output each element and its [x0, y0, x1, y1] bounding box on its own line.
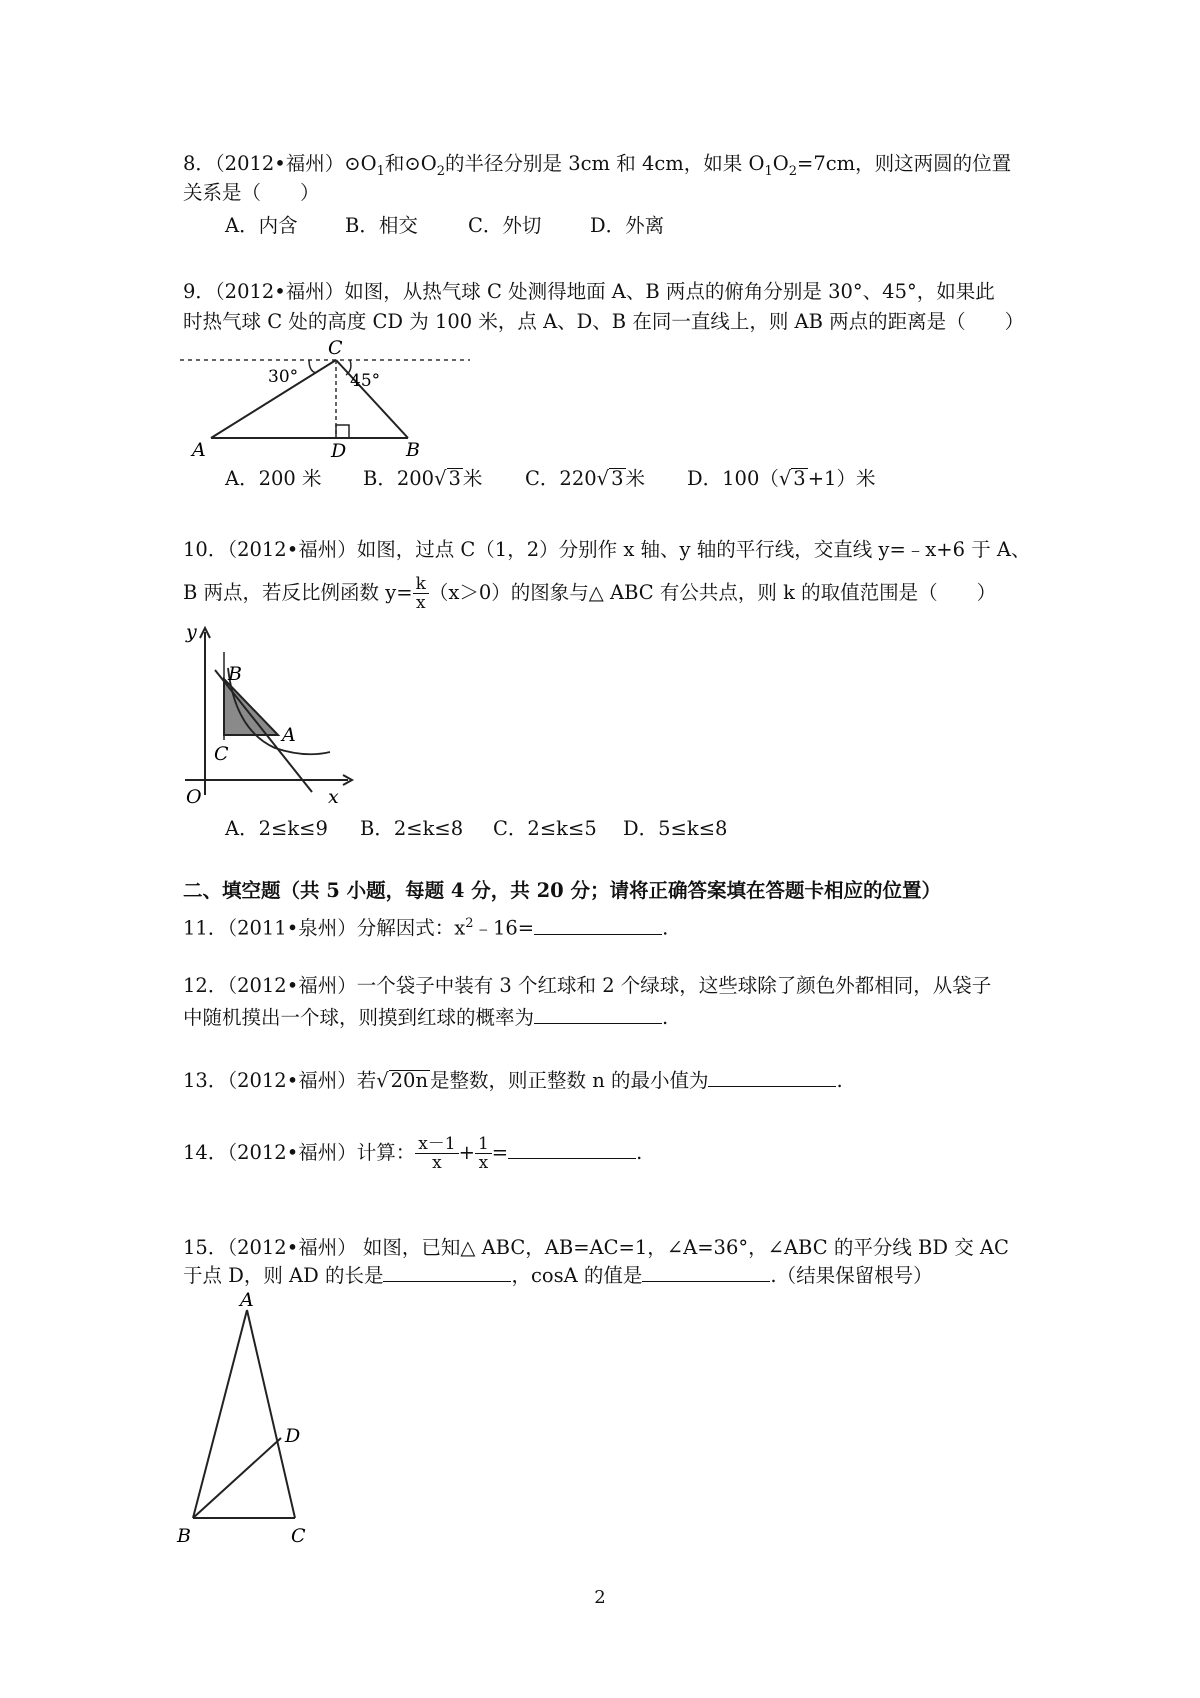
q11-answer-blank[interactable] [534, 916, 662, 935]
q8-option-c: C．外切 [468, 214, 542, 237]
q9-option-c: C．220√ 3 米 [525, 467, 646, 490]
q9-line2: 时热气球 C 处的高度 CD 为 100 米，点 A、D、B 在同一直线上，则 AB 两点的距离是（ ） [183, 310, 1025, 333]
q14-line: 14．（2012•福州）计算： $\frac{x-1}{x}$ + $\frac{1}{x}$ = . [183, 1134, 643, 1173]
q8-line1: 8．（2012•福州）$⊙O_1$和$⊙O_2$的半径分别是 3cm 和 4cm，如果 $O_1O_2=7cm$，则这两圆的位置 [183, 152, 1012, 179]
q9-option-a: A．200 米 [225, 467, 322, 490]
q12-answer-blank[interactable] [534, 1005, 662, 1024]
q9-option-b: B．200√ 3 米 [363, 467, 483, 490]
q14-fraction-1: $\frac{x-1}{x}$ [415, 1135, 458, 1172]
q13-line: 13．（2012•福州）若√ 20n 是整数，则正整数 n 的最小值为 . [183, 1069, 843, 1092]
fraction-k-over-x: $\frac{k}{x}$ [413, 575, 429, 612]
label-a: A [240, 1290, 254, 1311]
q10-option-b: B．2≤k≤8 [360, 817, 464, 840]
bisector-bd [193, 1438, 281, 1518]
q15-answer-blank-cosa[interactable] [642, 1263, 770, 1282]
q15-answer-blank-ad[interactable] [383, 1263, 511, 1282]
q10-option-c: C．2≤k≤5 [493, 817, 597, 840]
q8-option-a: A．内含 [225, 214, 298, 237]
q9-figure [178, 337, 478, 459]
label-a: A [282, 724, 296, 746]
q12-line2: 中随机摸出一个球，则摸到红球的概率为 . [183, 1006, 669, 1029]
label-b: B [228, 663, 242, 685]
q8-option-d: D．外离 [590, 214, 665, 237]
label-b: B [177, 1525, 191, 1547]
label-d: D [285, 1425, 301, 1447]
q9-option-d: D．100（√ 3 +1）米 [687, 467, 876, 490]
q15-line1: 15．（2012•福州） 如图，已知△ ABC，AB=AC=1，∠A=36°，∠ABC 的平分线 BD 交 AC [183, 1236, 1009, 1259]
label-30deg: 30° [268, 367, 299, 387]
q10-line2: B 两点，若反比例函数 y= $\frac{k}{x}$ （x＞0）的图象与△ ABC 有公共点，则 k 的取值范围是（ ） [183, 574, 997, 613]
label-a: A [192, 439, 206, 459]
q10-option-d: D．5≤k≤8 [623, 817, 728, 840]
label-c: C [328, 337, 343, 359]
label-45deg: 45° [350, 371, 381, 391]
section-2-heading: 二、填空题（共 5 小题，每题 4 分，共 20 分；请将正确答案填在答题卡相应的位置） [183, 879, 942, 902]
q12-line1: 12．（2012•福州）一个袋子中装有 3 个红球和 2 个绿球，这些球除了颜色外都相同，从袋子 [183, 974, 992, 997]
q10-option-a: A．2≤k≤9 [225, 817, 328, 840]
label-d: D [331, 440, 347, 459]
q14-fraction-2: $\frac{1}{x}$ [475, 1135, 492, 1172]
label-c: C [291, 1525, 306, 1547]
q9-line1: 9．（2012•福州）如图，从热气球 C 处测得地面 A、B 两点的俯角分别是 30°、45°，如果此 [183, 280, 995, 303]
label-c: C [214, 743, 229, 765]
q15-line2: 于点 D，则 AD 的长是 ，cosA 的值是 .（结果保留根号） [183, 1264, 933, 1287]
q10-line1: 10．（2012•福州）如图，过点 C（1，2）分别作 x 轴、y 轴的平行线，交直线 y=﹣x+6 于 A、 [183, 538, 1031, 561]
q14-answer-blank[interactable] [508, 1140, 636, 1159]
side-ab [193, 1310, 247, 1518]
q13-answer-blank[interactable] [708, 1068, 836, 1087]
side-ac [247, 1310, 295, 1518]
q15-figure [175, 1290, 355, 1555]
q11-line: 11．（2011•泉州）分解因式：$x^2﹣16=$ . [183, 916, 669, 940]
page-number: 2 [594, 1587, 606, 1608]
q8-option-b: B．相交 [345, 214, 418, 237]
label-b: B [406, 439, 420, 459]
q8-line2: 关系是（ ） [183, 181, 320, 204]
label-y-axis: y [186, 621, 197, 643]
q10-figure [180, 620, 370, 805]
angle-30-arc [309, 360, 316, 373]
q13-radicand: 20n [390, 1069, 429, 1092]
right-angle-mark [336, 425, 349, 438]
label-origin: O [186, 786, 202, 805]
label-x-axis: x [328, 786, 339, 805]
